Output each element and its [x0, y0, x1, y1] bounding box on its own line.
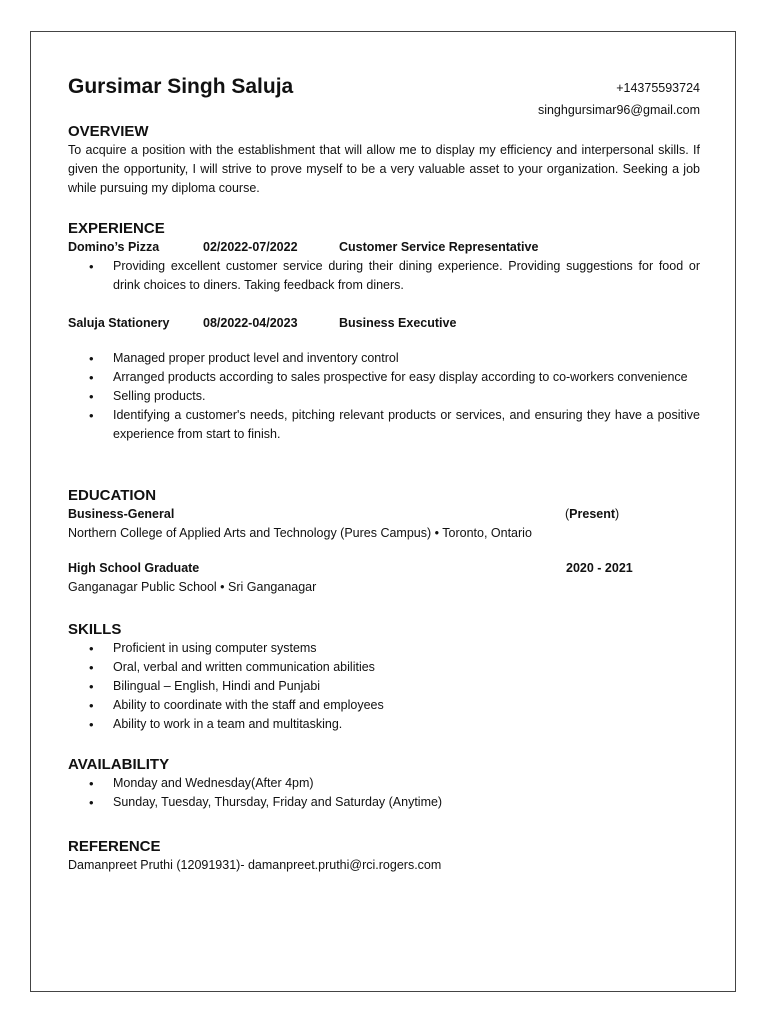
- list-item: • Ability to work in a team and multitasking.: [68, 715, 700, 734]
- education-school: Ganganagar Public School • Sri Ganganagar: [68, 580, 317, 594]
- education-row: [68, 559, 700, 578]
- reference-text: Damanpreet Pruthi (12091931)- damanpreet.pruthi@rci.rogers.com: [68, 858, 442, 872]
- availability-heading: AVAILABILITY: [68, 756, 170, 773]
- list-item: • Monday and Wednesday(After 4pm): [68, 774, 700, 793]
- experience-section: [68, 219, 700, 444]
- education-program: Business-General: [68, 507, 175, 521]
- experience-heading: EXPERIENCE: [68, 220, 165, 237]
- overview-heading: OVERVIEW: [68, 123, 149, 140]
- list-item: • Arranged products according to sales prospective for easy display according to co-workers convenience: [68, 368, 700, 387]
- availability-section: [68, 755, 700, 812]
- education-program: High School Graduate: [68, 561, 200, 575]
- skills-section: [68, 620, 700, 734]
- overview-section: [68, 122, 700, 198]
- job-dates: 08/2022-04/2023: [203, 316, 298, 330]
- skills-heading: SKILLS: [68, 621, 122, 638]
- overview-text: To acquire a position with the establishment that will allow me to display my efficiency and interpersonal skills. If given the opportunity, I will strive to prove myself to be a very valuable asset to your organization. Seeking a job while pursuing my diploma course.: [68, 143, 700, 195]
- phone-number: +14375593724: [616, 81, 700, 95]
- job-row: [68, 238, 700, 257]
- job-dates: 02/2022-07/2022: [203, 240, 298, 254]
- job-row: [68, 314, 700, 333]
- job-bullets: [68, 257, 700, 295]
- list-item: • Oral, verbal and written communication abilities: [68, 658, 700, 677]
- education-period: 2020 - 2021: [566, 561, 633, 575]
- education-school: Northern College of Applied Arts and Technology (Pures Campus) • Toronto, Ontario: [68, 526, 532, 540]
- reference-heading: REFERENCE: [68, 838, 161, 855]
- job-title: Business Executive: [339, 316, 457, 330]
- candidate-name: Gursimar Singh Saluja: [68, 75, 294, 98]
- job-bullets: [68, 349, 700, 444]
- education-heading: EDUCATION: [68, 487, 157, 504]
- education-row: [68, 505, 700, 524]
- job-company: Domino’s Pizza: [68, 240, 160, 254]
- reference-section: [68, 837, 700, 875]
- list-item: • Managed proper product level and inventory control: [68, 349, 700, 368]
- education-period: (Present): [565, 507, 620, 521]
- list-item: • Selling products.: [68, 387, 700, 406]
- job-company: Saluja Stationery: [68, 316, 170, 330]
- education-section: [68, 486, 700, 597]
- list-item: • Bilingual – English, Hindi and Punjabi: [68, 677, 700, 696]
- list-item: • Providing excellent customer service during their dining experience. Providing suggestions for food or drink choices to diners. Taking feedback from diners.: [68, 257, 700, 295]
- list-item: • Proficient in using computer systems: [68, 639, 700, 658]
- availability-list: [68, 774, 700, 812]
- skills-list: [68, 639, 700, 734]
- list-item: • Sunday, Tuesday, Thursday, Friday and Saturday (Anytime): [68, 793, 700, 812]
- job-title: Customer Service Representative: [339, 240, 539, 254]
- list-item: • Ability to coordinate with the staff and employees: [68, 696, 700, 715]
- email-address[interactable]: singhgursimar96@gmail.com: [537, 103, 700, 117]
- list-item: • Identifying a customer's needs, pitching relevant products or services, and ensuring they have a positive experience from start to finish.: [68, 406, 700, 444]
- resume-page: [30, 31, 736, 992]
